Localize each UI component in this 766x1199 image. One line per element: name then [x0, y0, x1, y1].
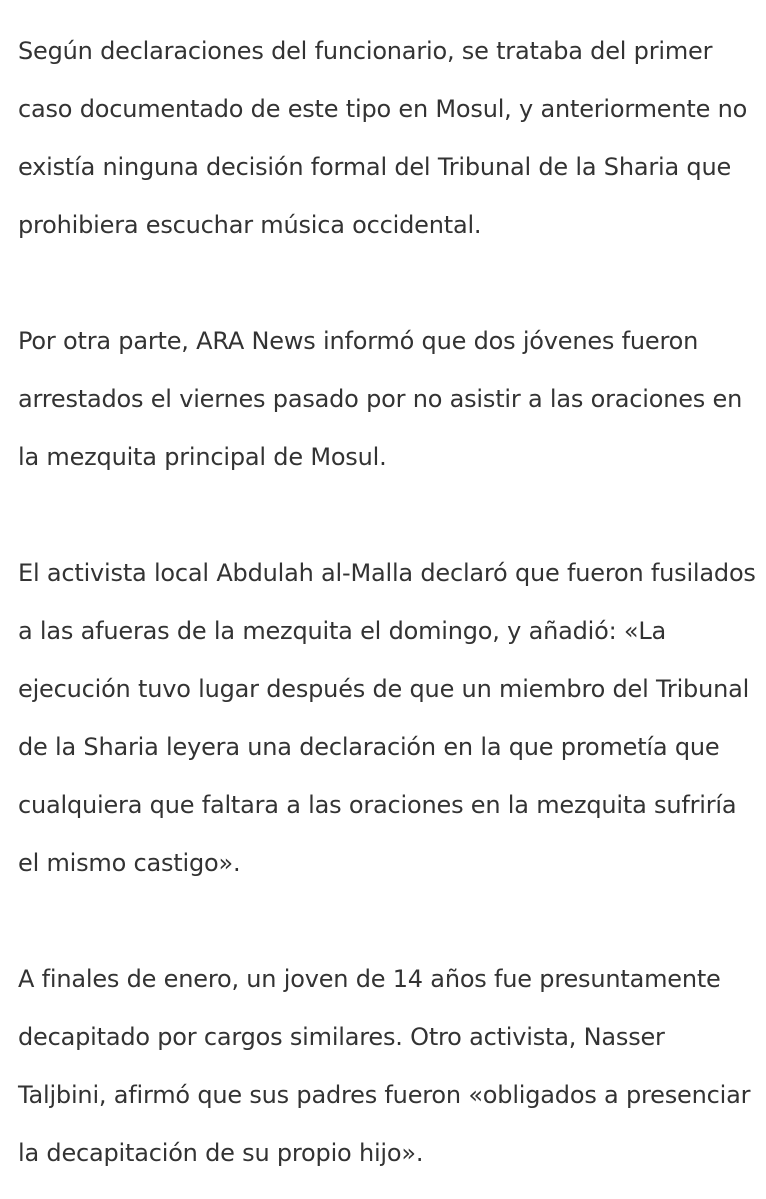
paragraph-3: El activista local Abdulah al-Malla declaró que fueron fusilados a las afueras de la mezquita el domingo, y añadió: «La ejecución tuvo lugar después de que un miembro del Tribunal de la Sharia leyera una declaración en la que prometía que cualquiera que faltara a las oraciones en la mezquita sufriría el mismo castigo». — [18, 559, 756, 877]
article-body — [18, 22, 758, 1182]
paragraph-4: A finales de enero, un joven de 14 años fue presuntamente decapitado por cargos similares. Otro activista, Nasser Taljbini, afirmó que sus padres fueron «obligados a presenciar la decapitación de su propio hijo». — [18, 965, 751, 1167]
paragraph-1: Según declaraciones del funcionario, se trataba del primer caso documentado de este tipo en Mosul, y anteriormente no existía ninguna decisión formal del Tribunal de la Sharia que prohibiera escuchar música occidental. — [18, 37, 748, 239]
paragraph-2: Por otra parte, ARA News informó que dos jóvenes fueron arrestados el viernes pasado por no asistir a las oraciones en la mezquita principal de Mosul. — [18, 327, 743, 471]
